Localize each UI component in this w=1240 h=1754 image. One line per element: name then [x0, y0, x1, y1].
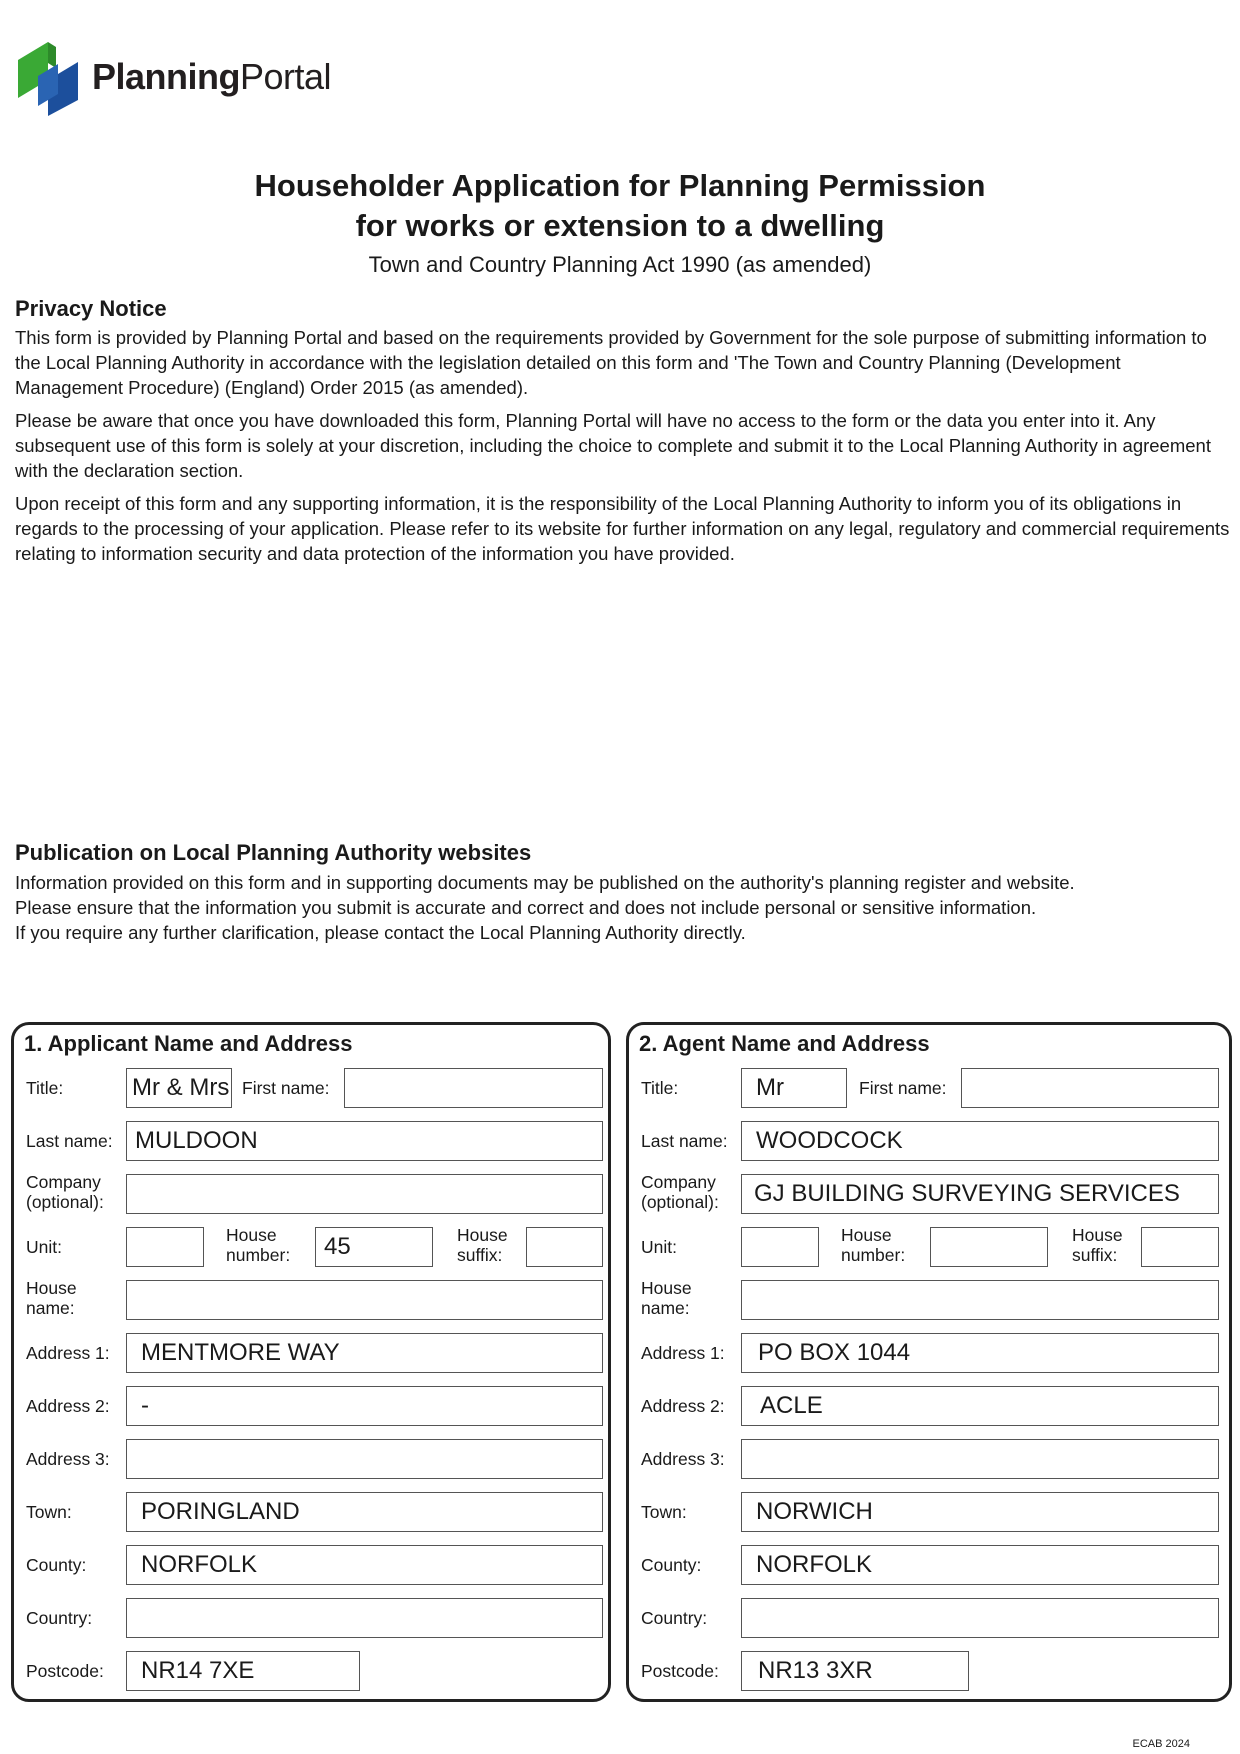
planning-portal-logo	[12, 38, 352, 118]
agent-country-label: Country:	[641, 1608, 708, 1628]
applicant-postcode-label: Postcode:	[26, 1661, 104, 1681]
agent-last-name-field[interactable]: WOODCOCK	[741, 1121, 1219, 1161]
agent-town-field[interactable]: NORWICH	[741, 1492, 1219, 1532]
applicant-title-field[interactable]: Mr & Mrs	[126, 1068, 232, 1108]
applicant-address2-label: Address 2:	[26, 1396, 110, 1416]
planning-portal-logo-icon	[12, 38, 84, 118]
publication-line-3: If you require any further clarification, please contact the Local Planning Authority directly.	[15, 922, 746, 943]
applicant-address1-label: Address 1:	[26, 1343, 110, 1363]
agent-company-field[interactable]: GJ BUILDING SURVEYING SERVICES	[741, 1174, 1219, 1214]
agent-address3-label: Address 3:	[641, 1449, 725, 1469]
applicant-title-label: Title:	[26, 1078, 64, 1098]
agent-town-label: Town:	[641, 1502, 687, 1522]
publication-heading: Publication on Local Planning Authority websites	[15, 840, 532, 865]
form-title-line1: Householder Application for Planning Permission	[254, 168, 986, 203]
agent-address1-label: Address 1:	[641, 1343, 725, 1363]
agent-county-field[interactable]: NORFOLK	[741, 1545, 1219, 1585]
applicant-first-name-field[interactable]	[344, 1068, 603, 1108]
agent-address1-field[interactable]: PO BOX 1044	[741, 1333, 1219, 1373]
publication-line-1: Information provided on this form and in supporting documents may be published on the authority's planning register and website.	[15, 872, 1075, 893]
form-code: ECAB 2024	[1132, 1738, 1190, 1750]
applicant-last-name-label: Last name:	[26, 1131, 113, 1151]
agent-postcode-label: Postcode:	[641, 1661, 719, 1681]
applicant-country-label: Country:	[26, 1608, 93, 1628]
applicant-address1-field[interactable]: MENTMORE WAY	[126, 1333, 603, 1373]
agent-house-number-label: House number:	[841, 1225, 906, 1265]
agent-last-name-label: Last name:	[641, 1131, 728, 1151]
agent-house-suffix-label: House suffix:	[1072, 1225, 1123, 1265]
agent-house-number-field[interactable]	[930, 1227, 1048, 1267]
applicant-town-label: Town:	[26, 1502, 72, 1522]
applicant-address2-field[interactable]: -	[126, 1386, 603, 1426]
applicant-last-name-field[interactable]: MULDOON	[126, 1121, 603, 1161]
applicant-house-suffix-label: House suffix:	[457, 1225, 508, 1265]
applicant-unit-field[interactable]	[126, 1227, 204, 1267]
agent-company-label: Company (optional):	[641, 1172, 719, 1212]
publication-line-2: Please ensure that the information you submit is accurate and correct and does not include personal or sensitive information.	[15, 897, 1037, 918]
privacy-paragraph-2: Please be aware that once you have downloaded this form, Planning Portal will have no access to the form or the data you enter into it. Any subsequent use of this form is solely at your discretion, including the choice to complete and submit it to the Local Planning Authority in agreement with the declaration section.	[15, 410, 1211, 481]
applicant-house-suffix-field[interactable]	[526, 1227, 603, 1267]
agent-house-suffix-field[interactable]	[1141, 1227, 1219, 1267]
applicant-company-label: Company (optional):	[26, 1172, 104, 1212]
applicant-company-field[interactable]	[126, 1174, 603, 1214]
applicant-heading: 1. Applicant Name and Address	[24, 1031, 353, 1056]
agent-address2-field[interactable]: ACLE	[741, 1386, 1219, 1426]
agent-unit-field[interactable]	[741, 1227, 819, 1267]
applicant-address3-field[interactable]	[126, 1439, 603, 1479]
applicant-address3-label: Address 3:	[26, 1449, 110, 1469]
agent-unit-label: Unit:	[641, 1237, 677, 1257]
applicant-house-number-field[interactable]: 45	[315, 1227, 433, 1267]
privacy-paragraph-1: This form is provided by Planning Portal and based on the requirements provided by Government for the sole purpose of submitting information to the Local Planning Authority in accordance with the legislation detailed on this form and 'The Town and Country Planning (Development Management Procedure) (England) Order 2015 (as amended).	[15, 327, 1207, 398]
applicant-county-field[interactable]: NORFOLK	[126, 1545, 603, 1585]
applicant-country-field[interactable]	[126, 1598, 603, 1638]
agent-country-field[interactable]	[741, 1598, 1219, 1638]
applicant-section	[11, 1022, 611, 1702]
agent-first-name-label: First name:	[859, 1078, 947, 1098]
applicant-postcode-field[interactable]: NR14 7XE	[126, 1651, 360, 1691]
applicant-house-name-label: House name:	[26, 1278, 77, 1318]
agent-title-field[interactable]: Mr	[741, 1068, 847, 1108]
agent-heading: 2. Agent Name and Address	[639, 1031, 930, 1056]
applicant-unit-label: Unit:	[26, 1237, 62, 1257]
agent-house-name-label: House name:	[641, 1278, 692, 1318]
privacy-paragraph-3: Upon receipt of this form and any supporting information, it is the responsibility of the Local Planning Authority to inform you of its obligations in regards to the processing of your application. Please refer to its website for further information on any legal, regulatory and commercial requirements relating to information security and data protection of the information you have provided.	[15, 493, 1230, 564]
agent-title-label: Title:	[641, 1078, 679, 1098]
agent-address3-field[interactable]	[741, 1439, 1219, 1479]
applicant-house-name-field[interactable]	[126, 1280, 603, 1320]
applicant-town-field[interactable]: PORINGLAND	[126, 1492, 603, 1532]
privacy-notice-heading: Privacy Notice	[15, 296, 167, 321]
agent-address2-label: Address 2:	[641, 1396, 725, 1416]
agent-section	[626, 1022, 1232, 1702]
applicant-first-name-label: First name:	[242, 1078, 330, 1098]
form-subtitle: Town and Country Planning Act 1990 (as amended)	[368, 252, 872, 277]
agent-postcode-field[interactable]: NR13 3XR	[741, 1651, 969, 1691]
form-title-line2: for works or extension to a dwelling	[355, 208, 885, 243]
applicant-county-label: County:	[26, 1555, 87, 1575]
agent-house-name-field[interactable]	[741, 1280, 1219, 1320]
logo-text: PlanningPortal	[92, 56, 332, 97]
agent-county-label: County:	[641, 1555, 702, 1575]
agent-first-name-field[interactable]	[961, 1068, 1219, 1108]
applicant-house-number-label: House number:	[226, 1225, 291, 1265]
